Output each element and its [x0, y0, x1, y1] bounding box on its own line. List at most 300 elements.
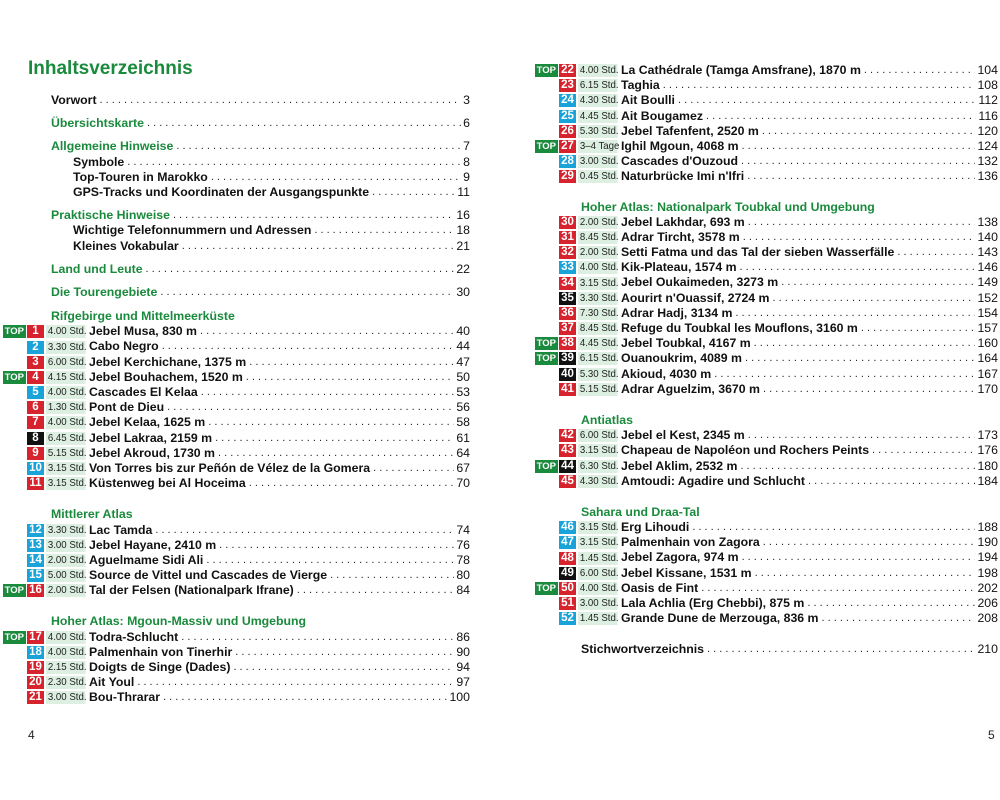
tour-name: Setti Fatma und das Tal der sieben Wasserfälle [621, 245, 897, 260]
tour-duration: 4.00 Std. [579, 64, 619, 77]
dot-leader [772, 291, 975, 306]
tour-badges [0, 583, 44, 598]
tour-entry [533, 520, 998, 535]
tour-name: Amtoudi: Agadire und Schlucht [621, 474, 808, 489]
tour-number: 39 [559, 352, 576, 365]
tour-name: Kik-Plateau, 1574 m [621, 260, 740, 275]
entry-line [0, 324, 470, 339]
toc-sub-entry [0, 155, 470, 170]
tour-number: 41 [559, 383, 576, 396]
section-heading: Hoher Atlas: Mgoun-Massiv und Umgebung [51, 614, 307, 629]
tour-page: 173 [977, 428, 998, 443]
tour-badges [533, 78, 576, 93]
tour-entry [533, 351, 998, 366]
tour-number: 17 [27, 631, 44, 644]
tour-duration: 4.30 Std. [579, 474, 619, 487]
spacer [533, 185, 998, 200]
entry-line [0, 645, 470, 660]
tour-page: 132 [977, 154, 998, 169]
tour-name: Jebel Akroud, 1730 m [89, 446, 218, 461]
dot-leader [372, 185, 455, 200]
dot-leader [707, 642, 975, 657]
tour-number: 9 [27, 447, 44, 460]
tour-number: 19 [27, 661, 44, 674]
dot-leader [745, 351, 976, 366]
dot-leader [742, 550, 976, 565]
entry-page: 6 [463, 116, 470, 131]
top-badge: TOP [536, 460, 556, 472]
tour-page: 90 [456, 644, 470, 659]
dot-leader [208, 415, 454, 430]
tour-name: Palmenhain von Zagora [621, 535, 763, 550]
tour-number: 12 [27, 524, 44, 537]
tour-number: 30 [559, 216, 576, 229]
entry-label: Die Tourengebiete [51, 285, 160, 300]
tour-number: 7 [27, 416, 44, 429]
toc-entry [0, 93, 470, 108]
tour-page: 160 [977, 336, 998, 351]
toc-sub-entry [0, 185, 470, 200]
spacer [0, 300, 470, 309]
tour-name: Tal der Felsen (Nationalpark Ifrane) [89, 583, 297, 598]
dot-leader [218, 446, 454, 461]
toc-section-entry [0, 208, 470, 223]
dot-leader [748, 428, 976, 443]
dot-leader [147, 116, 461, 131]
tour-entry [533, 367, 998, 382]
entry-line [533, 382, 998, 397]
tour-duration: 3.30 Std. [579, 291, 619, 304]
entry-line [0, 660, 470, 675]
tour-badges [0, 660, 44, 675]
entry-line [533, 611, 998, 626]
dot-leader [163, 690, 447, 705]
tour-badges [533, 245, 576, 260]
tour-page: 206 [977, 596, 998, 610]
dot-leader [861, 321, 976, 336]
tour-duration: 3.00 Std. [47, 538, 87, 551]
tour-page: 190 [977, 535, 998, 550]
tour-duration: 4.45 Std. [579, 109, 619, 122]
tour-entry [533, 336, 998, 351]
tour-number: 27 [559, 140, 576, 153]
tour-number: 3 [27, 356, 44, 369]
spacer [0, 277, 470, 285]
tour-badges [533, 535, 576, 550]
tour-number: 45 [559, 475, 576, 488]
tour-number: 6 [27, 401, 44, 414]
index-entry [533, 642, 998, 657]
tour-badges [533, 367, 576, 382]
tour-page: 53 [456, 385, 470, 399]
tour-page: 40 [456, 324, 470, 339]
tour-name: Jebel Aklim, 2532 m [621, 459, 740, 474]
tour-badges [0, 446, 44, 461]
tour-page: 149 [977, 275, 998, 290]
top-badge: TOP [536, 141, 556, 153]
tour-badges [0, 675, 44, 690]
tour-name: Source de Vittel und Cascades de Vierge [89, 568, 330, 583]
section-heading-wrap [533, 413, 998, 428]
tour-badges [533, 215, 576, 230]
tour-badges [0, 630, 44, 645]
tour-duration: 6.00 Std. [579, 566, 619, 579]
dot-leader [127, 155, 461, 170]
tour-badges [533, 124, 576, 139]
entry-line [0, 583, 470, 598]
tour-entry [533, 566, 998, 581]
tour-page: 116 [978, 108, 998, 123]
tour-badges [0, 370, 44, 385]
tour-page: 97 [456, 675, 470, 690]
tour-number: 32 [559, 246, 576, 259]
tour-number: 16 [27, 584, 44, 597]
tour-number: 35 [559, 292, 576, 305]
tour-entry [0, 476, 470, 491]
tour-badges [0, 415, 44, 430]
section-heading-wrap [0, 507, 470, 522]
tour-entry [533, 474, 998, 489]
tour-badges [0, 400, 44, 415]
tour-page: 120 [977, 123, 998, 138]
entry-line [533, 78, 998, 93]
dot-leader [233, 660, 454, 675]
tour-badges [533, 428, 576, 443]
entry-page: 11 [457, 184, 470, 199]
tour-name: Jebel Kissane, 1531 m [621, 566, 755, 581]
tour-name: Grande Dune de Merzouga, 836 m [621, 611, 821, 626]
section-heading-wrap [533, 505, 998, 520]
tour-name: Ouanoukrim, 4089 m [621, 351, 745, 366]
tour-badges [533, 230, 576, 245]
dot-leader [807, 596, 975, 611]
entry-line [0, 262, 470, 277]
tour-entry [0, 660, 470, 675]
tour-duration: 3.15 Std. [47, 477, 87, 490]
entry-page: 210 [977, 642, 998, 657]
tour-entry [533, 169, 998, 184]
entry-line [0, 385, 470, 400]
tour-page: 202 [977, 580, 998, 595]
tour-duration: 6.30 Std. [579, 459, 619, 472]
tour-badges [533, 321, 576, 336]
toc-section-entry [0, 139, 470, 154]
tour-page: 86 [456, 629, 470, 644]
tour-name: Bou-Thrarar [89, 690, 163, 705]
tour-name: Jebel Lakhdar, 693 m [621, 215, 748, 230]
entry-label: Land und Leute [51, 262, 146, 277]
tour-number: 4 [27, 371, 44, 384]
tour-page: 67 [456, 460, 470, 475]
toc-section-entry [0, 285, 470, 300]
dot-leader [763, 535, 976, 550]
entry-line [0, 538, 470, 553]
tour-page: 56 [456, 400, 470, 415]
tour-badges [533, 275, 576, 290]
tour-name: Chapeau de Napoléon und Rochers Peints [621, 443, 872, 458]
tour-name: Jebel Kerchichane, 1375 m [89, 355, 249, 370]
entry-line [0, 239, 470, 254]
entry-line [0, 139, 470, 154]
toc-sub-entry [0, 239, 470, 254]
tour-number: 50 [559, 582, 576, 595]
tour-badges [533, 611, 576, 626]
entry-label: Praktische Hinweise [51, 208, 173, 223]
top-badge: TOP [4, 371, 24, 383]
dot-leader [692, 520, 975, 535]
tour-page: 188 [977, 520, 998, 535]
dot-leader [808, 474, 975, 489]
right-toc-column [533, 63, 998, 658]
tour-page: 152 [977, 290, 998, 305]
entry-line [0, 223, 470, 238]
tour-page: 194 [977, 550, 998, 565]
tour-page: 140 [977, 229, 998, 244]
tour-entry [533, 275, 998, 290]
entry-label: Übersichtskarte [51, 116, 147, 131]
tour-entry [0, 690, 470, 705]
dot-leader [714, 367, 975, 382]
tour-entry [0, 583, 470, 598]
tour-duration: 4.00 Std. [47, 325, 87, 338]
tour-badges [0, 538, 44, 553]
tour-number: 31 [559, 231, 576, 244]
tour-name: Jebel Hayane, 2410 m [89, 538, 219, 553]
entry-line [0, 630, 470, 645]
tour-duration: 5.15 Std. [579, 382, 619, 395]
entry-line [533, 215, 998, 230]
section-heading: Rifgebirge und Mittelmeerküste [51, 309, 235, 324]
tour-badges [533, 596, 576, 611]
tour-name: Todra-Schlucht [89, 630, 181, 645]
entry-label: Wichtige Telefonnummern und Adressen [73, 223, 314, 238]
tour-number: 34 [559, 277, 576, 290]
entry-line [533, 139, 998, 154]
tour-duration: 1.30 Std. [47, 401, 87, 414]
entry-page: 18 [456, 223, 470, 238]
tour-name: Cascades El Kelaa [89, 385, 201, 400]
tour-badges [533, 139, 576, 154]
entry-line [0, 93, 470, 108]
tour-duration: 2.30 Std. [47, 676, 87, 689]
dot-leader [206, 553, 454, 568]
tour-entry [533, 124, 998, 139]
entry-line [0, 675, 470, 690]
tour-badges [533, 63, 576, 78]
tour-entry [0, 568, 470, 583]
tour-page: 136 [977, 169, 998, 184]
tour-number: 29 [559, 170, 576, 183]
spacer [533, 489, 998, 505]
dot-leader [249, 355, 454, 370]
tour-number: 21 [27, 691, 44, 704]
tour-entry [533, 428, 998, 443]
entry-page: 7 [463, 139, 470, 154]
tour-name: Aourirt n'Ouassif, 2724 m [621, 291, 772, 306]
page-number-right: 5 [988, 728, 995, 742]
entry-line [0, 370, 470, 385]
tour-entry [533, 443, 998, 458]
spacer [0, 200, 470, 208]
tour-badges [533, 260, 576, 275]
tour-duration: 5.00 Std. [47, 569, 87, 582]
tour-badges [533, 459, 576, 474]
tour-name: Lala Achlia (Erg Chebbi), 875 m [621, 596, 807, 611]
tour-entry [533, 291, 998, 306]
tour-badges [0, 568, 44, 583]
tour-number: 47 [559, 536, 576, 549]
dot-leader [155, 523, 454, 538]
entry-line [533, 154, 998, 169]
tour-page: 143 [977, 245, 998, 260]
tour-duration: 5.30 Std. [579, 124, 619, 137]
dot-leader [742, 139, 976, 154]
tour-duration: 4.00 Std. [47, 645, 87, 658]
tour-duration: 3.00 Std. [579, 155, 619, 168]
entry-line [533, 474, 998, 489]
dot-leader [173, 208, 454, 223]
section-heading-wrap [533, 200, 998, 215]
dot-leader [246, 370, 455, 385]
tour-page: 198 [977, 565, 998, 580]
entry-line [533, 367, 998, 382]
entry-line [533, 63, 998, 78]
tour-duration: 4.00 Std. [47, 416, 87, 429]
tour-name: Jebel el Kest, 2345 m [621, 428, 748, 443]
tour-number: 11 [27, 477, 44, 490]
top-badge: TOP [536, 353, 556, 365]
tour-page: 58 [456, 415, 470, 430]
entry-line [0, 446, 470, 461]
tour-entry [533, 306, 998, 321]
tour-number: 24 [559, 94, 576, 107]
entry-label: Stichwortverzeichnis [581, 642, 707, 657]
tour-entry [0, 385, 470, 400]
dot-leader [162, 339, 455, 354]
tour-entry [533, 321, 998, 336]
tour-page: 167 [977, 366, 998, 381]
dot-leader [678, 93, 976, 108]
tour-name: Jebel Toubkal, 4167 m [621, 336, 754, 351]
toc-sub-entry [0, 170, 470, 185]
entry-page: 16 [456, 208, 470, 223]
tour-badges [533, 154, 576, 169]
tour-entry [533, 154, 998, 169]
tour-badges [533, 306, 576, 321]
spacer [0, 131, 470, 139]
tour-entry [0, 523, 470, 538]
tour-entry [0, 415, 470, 430]
tour-name: Jebel Musa, 830 m [89, 324, 200, 339]
dot-leader [741, 154, 975, 169]
section-heading: Hoher Atlas: Nationalpark Toubkal und Umgebung [581, 199, 875, 214]
dot-leader [762, 124, 976, 139]
tour-duration: 5.15 Std. [47, 446, 87, 459]
tour-entry [533, 93, 998, 108]
entry-line [533, 443, 998, 458]
dot-leader [872, 443, 975, 458]
dot-leader [747, 169, 975, 184]
tour-number: 13 [27, 539, 44, 552]
entry-line [0, 461, 470, 476]
tour-number: 33 [559, 261, 576, 274]
tour-number: 2 [27, 341, 44, 354]
tour-page: 146 [977, 260, 998, 275]
tour-entry [533, 550, 998, 565]
tour-page: 76 [456, 537, 470, 552]
tour-page: 112 [978, 93, 998, 108]
tour-entry [533, 382, 998, 397]
tour-entry [533, 78, 998, 93]
tour-name: Lac Tamda [89, 523, 155, 538]
entry-line [533, 169, 998, 184]
entry-line [0, 690, 470, 705]
dot-leader [146, 262, 455, 277]
tour-page: 157 [977, 321, 998, 335]
entry-label: Kleines Vokabular [73, 239, 182, 254]
tour-entry [533, 535, 998, 550]
tour-badges [0, 645, 44, 660]
tour-page: 100 [449, 690, 470, 705]
entry-line [533, 550, 998, 565]
tour-entry [0, 630, 470, 645]
dot-leader [200, 324, 454, 339]
tour-badges [0, 523, 44, 538]
dot-leader [160, 285, 454, 300]
tour-duration: 3.30 Std. [47, 340, 87, 353]
dot-leader [701, 581, 975, 596]
section-heading: Antiatlas [581, 412, 633, 427]
entry-line [533, 351, 998, 366]
tour-badges [0, 431, 44, 446]
tour-page: 124 [977, 138, 998, 153]
entry-line [533, 230, 998, 245]
tour-number: 38 [559, 337, 576, 350]
left-toc-column [0, 93, 470, 706]
top-badge: TOP [536, 338, 556, 350]
entry-line [533, 459, 998, 474]
dot-leader [176, 139, 461, 154]
tour-number: 22 [559, 64, 576, 77]
tour-duration: 2.00 Std. [579, 246, 619, 259]
tour-badges [0, 476, 44, 491]
tour-entry [533, 139, 998, 154]
tour-badges [533, 109, 576, 124]
top-badge: TOP [536, 582, 556, 594]
tour-entry [533, 611, 998, 626]
entry-line [533, 306, 998, 321]
top-badge: TOP [4, 631, 24, 643]
tour-page: 180 [977, 458, 998, 473]
right-page [500, 0, 1000, 800]
entry-line [0, 568, 470, 583]
tour-page: 70 [456, 476, 470, 491]
tour-entry [0, 324, 470, 339]
dot-leader [211, 170, 461, 185]
tour-duration: 3.15 Std. [579, 521, 619, 534]
tour-number: 8 [27, 432, 44, 445]
dot-leader [182, 239, 455, 254]
dot-leader [330, 568, 454, 583]
entry-label: Top-Touren in Marokko [73, 170, 211, 185]
entry-page: 22 [456, 261, 470, 276]
dot-leader [314, 223, 454, 238]
dot-leader [100, 93, 462, 108]
tour-badges [533, 550, 576, 565]
tour-duration: 4.15 Std. [47, 370, 87, 383]
tour-number: 26 [559, 125, 576, 138]
tour-name: Adrar Hadj, 3134 m [621, 306, 735, 321]
